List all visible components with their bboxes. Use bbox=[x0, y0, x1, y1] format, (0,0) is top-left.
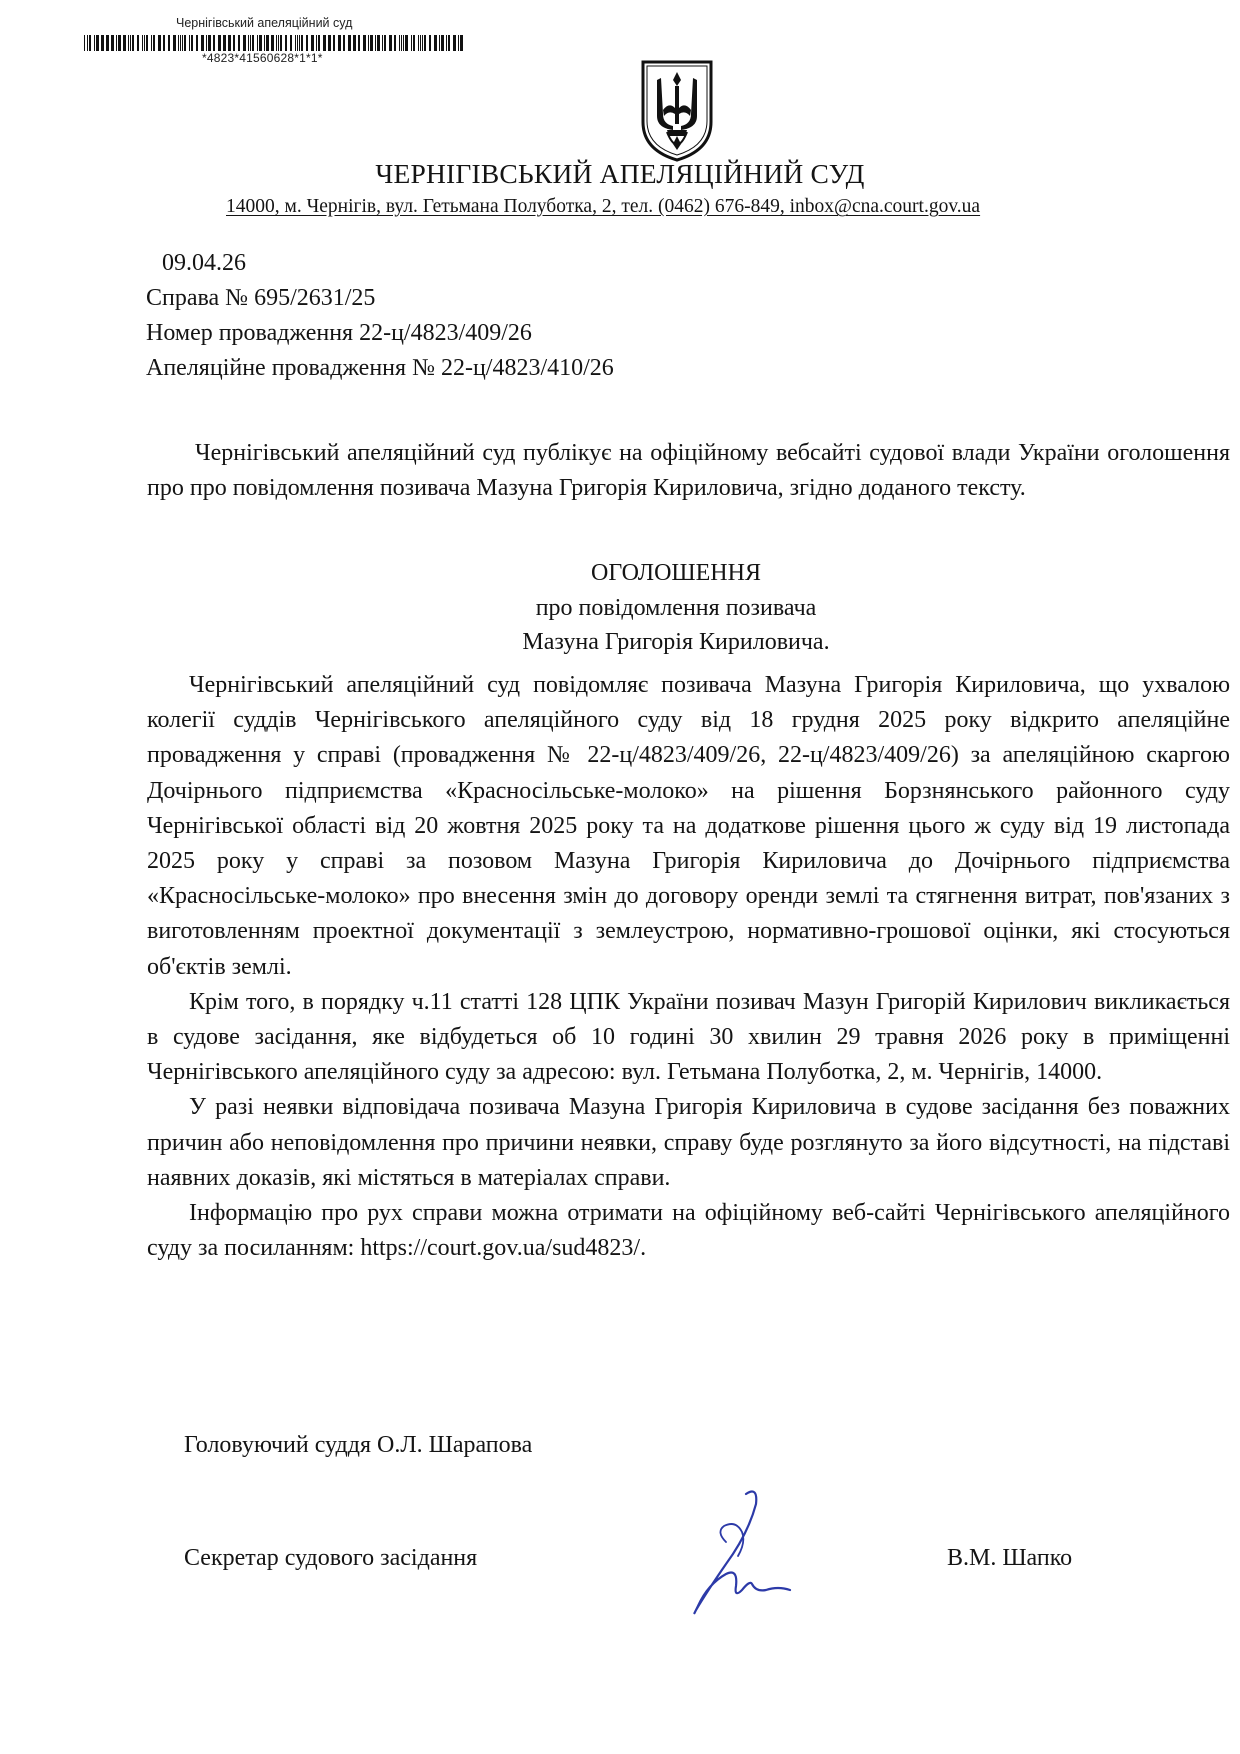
body-paragraph: У разі неявки відповідача позивача Мазуна Григорія Кириловича в судове засідання без поважних причин або неповідомлення про причини неявки, справу буде розглянуто за його відсутності, на підставі наявних доказів, які містяться в матеріалах справи. bbox=[147, 1094, 1230, 1191]
proceeding-number: Номер провадження 22-ц/4823/409/26 bbox=[146, 320, 532, 346]
case-number: Справа № 695/2631/25 bbox=[146, 285, 376, 311]
announcement-person: Мазуна Григорія Кириловича. bbox=[522, 629, 830, 655]
barcode-label: Чернігівський апеляційний суд bbox=[176, 16, 353, 30]
announcement-subtitle: про повідомлення позивача bbox=[535, 595, 817, 621]
document-date: 09.04.26 bbox=[162, 250, 246, 276]
secretary-name: В.М. Шапко bbox=[947, 1545, 1073, 1571]
intro-paragraph: Чернігівський апеляційний суд публікує на офіційному вебсайті судової влади України оголошення про про повідомлення позивача Мазуна Григорія Кириловича, згідно доданого тексту. bbox=[147, 440, 1230, 501]
court-address: 14000, м. Чернігів, вул. Гетьмана Полуботка, 2, тел. (0462) 676-849, inbox@cna.court.gov.ua bbox=[226, 196, 981, 217]
appeal-proceeding-number: Апеляційне провадження № 22-ц/4823/410/26 bbox=[146, 355, 614, 381]
secretary-label: Секретар судового засідання bbox=[184, 1545, 478, 1571]
announcement-body bbox=[147, 668, 1230, 1266]
body-paragraph: Чернігівський апеляційний суд повідомляє позивача Мазуна Григорія Кириловича, що ухвалою колегії суддів Чернігівського апеляційного суду від 18 грудня 2025 року відкрито апеляційне провадження у справі (провадження № 22-ц/4823/409/26, 22-ц/4823/409/26) за апеляційною скаргою Дочірнього підприємства «Красносільське-молоко» на рішення Борзнянського районного суду Чернігівської області від 20 жовтня 2025 року та на додаткове рішення цього ж суду від 19 листопада 2025 року у справі за позовом Мазуна Григорія Кириловича до Дочірнього підприємства «Красносільське-молоко» про внесення змін до договору оренди землі та стягнення витрат, пов'язаних з виготовленням проектної документації з землеустрою, нормативно-грошової оцінки, які стосуються об'єктів землі. bbox=[147, 672, 1230, 980]
presiding-judge: Головуючий суддя О.Л. Шарапова bbox=[184, 1432, 533, 1458]
barcode-code: *4823*41560628*1*1* bbox=[202, 51, 323, 65]
trident-coat-of-arms-icon bbox=[637, 58, 717, 162]
body-paragraph: Крім того, в порядку ч.11 статті 128 ЦПК України позивач Мазун Григорій Кирилович викликається в судове засідання, яке відбудеться об 10 годині 30 хвилин 29 травня 2026 року в приміщенні Чернігівського апеляційного суду за адресою: вул. Гетьмана Полуботка, 2, м. Чернігів, 14000. bbox=[147, 988, 1230, 1086]
barcode bbox=[84, 35, 466, 51]
body-paragraph: Інформацію про рух справи можна отримати на офіційному веб-сайті Чернігівського апеляційного суду за посиланням: https://court.gov.ua/sud4823/. bbox=[147, 1200, 1230, 1262]
announcement-title: ОГОЛОШЕННЯ bbox=[591, 560, 761, 586]
handwritten-signature-icon bbox=[686, 1486, 806, 1620]
court-name: ЧЕРНІГІВСЬКИЙ АПЕЛЯЦІЙНИЙ СУД bbox=[375, 158, 865, 189]
